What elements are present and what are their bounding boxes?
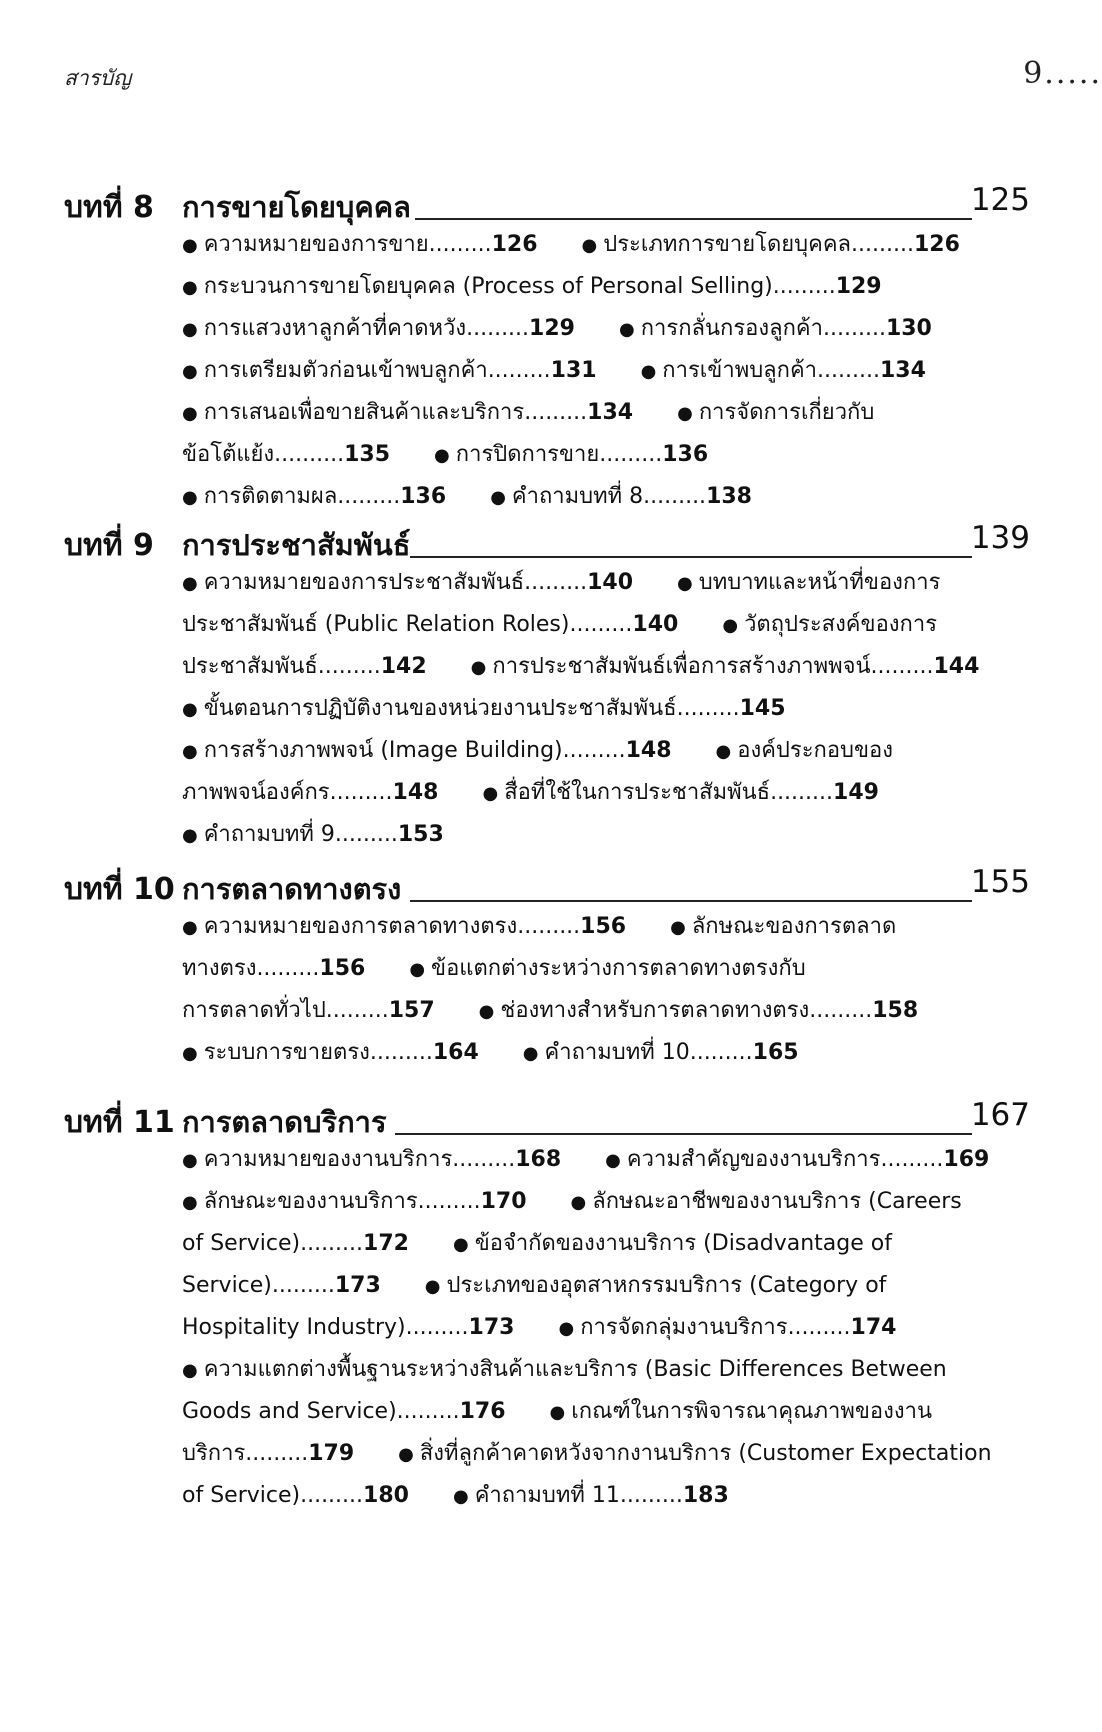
toc-line: [182, 730, 1042, 772]
chapter-page-number: 167: [970, 1097, 1030, 1133]
chapter-title: การขายโดยบุคคล: [182, 190, 411, 224]
toc-line: [182, 1032, 1042, 1074]
bullet-icon: ●: [182, 699, 198, 720]
entry-page-number: 174: [850, 1315, 897, 1340]
entry-page-number: 148: [392, 780, 439, 805]
entry-page-number: 170: [480, 1189, 527, 1214]
toc-line: [182, 1433, 1042, 1475]
entry-page-number: 134: [587, 400, 634, 425]
bullet-icon: ●: [522, 1043, 539, 1064]
bullet-icon: ●: [640, 361, 657, 382]
bullet-icon: ●: [581, 235, 598, 256]
chapter-entries: [182, 562, 1042, 856]
toc-entry[interactable]: [182, 914, 626, 939]
toc-entry[interactable]: [182, 956, 365, 981]
entry-text: กระบวนการขายโดยบุคคล (Process of Personal Selling).........: [203, 274, 836, 299]
entry-text: ความสำคัญของงานบริการ.........: [626, 1147, 944, 1172]
entry-page-number: 134: [879, 358, 926, 383]
bullet-icon: ●: [182, 825, 198, 846]
bullet-icon: ●: [715, 741, 732, 762]
entry-text: ลักษณะของการตลาด: [691, 914, 897, 939]
entry-page-number: 173: [334, 1273, 381, 1298]
toc-line: [182, 1391, 1042, 1433]
entry-page-number: 183: [682, 1483, 729, 1508]
chapter-entries: [182, 1139, 1042, 1517]
entry-text: การสร้างภาพพจน์ (Image Building).........: [203, 738, 626, 763]
toc-entry[interactable]: [558, 1315, 896, 1340]
bullet-icon: ●: [434, 445, 450, 466]
chapter-label: บทที่ 9: [64, 528, 154, 563]
toc-entry[interactable]: [182, 822, 444, 847]
page-number: 9.....: [1023, 56, 1102, 91]
bullet-icon: ●: [677, 573, 693, 594]
bullet-icon: ●: [470, 657, 487, 678]
entry-page-number: 131: [550, 358, 597, 383]
toc-entry[interactable]: [471, 654, 980, 679]
toc-entry[interactable]: [670, 914, 896, 939]
chapter-title: การตลาดบริการ: [182, 1105, 387, 1139]
entry-page-number: 180: [363, 1483, 409, 1508]
toc-line: [182, 604, 1042, 646]
entry-text: ระบบการขายตรง.........: [203, 1040, 433, 1065]
chapter-section: [0, 180, 1102, 509]
entry-page-number: 153: [397, 822, 444, 847]
entry-text: ทางตรง.........: [182, 956, 320, 981]
entry-page-number: 135: [344, 442, 391, 467]
bullet-icon: ●: [670, 917, 686, 938]
toc-entry[interactable]: [182, 274, 882, 299]
bullet-icon: ●: [409, 959, 426, 980]
bullet-icon: ●: [398, 1444, 414, 1465]
entry-text: ข้อจำกัดของงานบริการ (Disadvantage of: [474, 1231, 892, 1256]
bullet-icon: ●: [618, 319, 635, 340]
bullet-icon: ●: [490, 487, 506, 508]
toc-line: [182, 772, 1042, 814]
toc-line: [182, 1307, 1042, 1349]
toc-entry[interactable]: [677, 570, 940, 595]
chapter-heading: [0, 862, 1102, 910]
chapter-heading: [0, 1095, 1102, 1143]
entry-text: คำถามบทที่ 9.........: [203, 822, 398, 847]
chapter-heading: [0, 518, 1102, 566]
toc-line: [182, 224, 1042, 266]
entry-text: การจัดการเกี่ยวกับ: [698, 400, 875, 425]
toc-entry[interactable]: [677, 400, 874, 425]
entry-text: ประเภทการขายโดยบุคคล.........: [603, 232, 914, 257]
bullet-icon: ●: [182, 573, 198, 594]
toc-line: [182, 266, 1042, 308]
toc-entry[interactable]: [490, 484, 752, 509]
entry-text: การจัดกลุ่มงานบริการ.........: [580, 1315, 851, 1340]
toc-entry[interactable]: [453, 1483, 729, 1508]
toc-line: [182, 1265, 1042, 1307]
entry-page-number: 158: [872, 998, 919, 1023]
entry-page-number: 164: [432, 1040, 479, 1065]
entry-text: องค์ประกอบของ: [737, 738, 893, 763]
toc-entry[interactable]: [182, 1147, 561, 1172]
entry-text: ความหมายของการตลาดทางตรง.........: [203, 914, 581, 939]
toc-entry[interactable]: [550, 1399, 932, 1424]
entry-text: ข้อแตกต่างระหว่างการตลาดทางตรงกับ: [431, 956, 806, 981]
chapter-label: บทที่ 8: [64, 190, 154, 225]
entry-text: ความหมายของงานบริการ.........: [203, 1147, 516, 1172]
leader-rule: [410, 556, 972, 558]
entry-text: ขั้นตอนการปฏิบัติงานของหน่วยงานประชาสัมพันธ์.........: [203, 696, 740, 721]
toc-entry[interactable]: [619, 316, 932, 341]
bullet-icon: ●: [182, 1192, 198, 1213]
entry-page-number: 168: [515, 1147, 562, 1172]
entry-text: ข้อโต้แย้ง..........: [182, 442, 345, 467]
toc-entry[interactable]: [182, 484, 446, 509]
chapter-entries: [182, 224, 1042, 518]
entry-page-number: 156: [580, 914, 627, 939]
toc-entry[interactable]: [182, 358, 597, 383]
entry-text: คำถามบทที่ 10.........: [544, 1040, 753, 1065]
chapter-section: [0, 862, 1102, 1065]
toc-entry[interactable]: [182, 1273, 381, 1298]
bullet-icon: ●: [182, 235, 198, 256]
entry-text: การกลั่นกรองลูกค้า.........: [640, 316, 886, 341]
toc-line: [182, 1181, 1042, 1223]
bullet-icon: ●: [182, 319, 198, 340]
toc-line: [182, 434, 1042, 476]
chapter-section: [0, 518, 1102, 847]
entry-page-number: 136: [400, 484, 447, 509]
toc-entry[interactable]: [523, 1040, 799, 1065]
bullet-icon: ●: [182, 403, 198, 424]
toc-line: [182, 814, 1042, 856]
entry-text: of Service).........: [182, 1231, 364, 1256]
toc-entry[interactable]: [182, 1399, 506, 1424]
entry-text: สิ่งที่ลูกค้าคาดหวังจากงานบริการ (Customer Expectation: [419, 1441, 992, 1466]
chapter-page-number: 125: [970, 182, 1030, 218]
entry-page-number: 129: [835, 274, 882, 299]
toc-line: [182, 1139, 1042, 1181]
entry-text: ภาพพจน์องค์กร.........: [182, 780, 393, 805]
bullet-icon: ●: [182, 917, 198, 938]
toc-entry[interactable]: [482, 780, 878, 805]
toc-entry[interactable]: [425, 1273, 887, 1298]
toc-entry[interactable]: [571, 1189, 962, 1214]
toc-entry[interactable]: [182, 1441, 354, 1466]
entry-text: การประชาสัมพันธ์เพื่อการสร้างภาพพจน์.........: [492, 654, 934, 679]
entry-text: บทบาทและหน้าที่ของการ: [698, 570, 941, 595]
bullet-icon: ●: [722, 615, 739, 636]
leader-rule: [410, 900, 972, 902]
entry-text: ความหมายของการขาย.........: [203, 232, 492, 257]
toc-entry[interactable]: [182, 400, 633, 425]
bullet-icon: ●: [182, 277, 198, 298]
entry-text: ลักษณะของงานบริการ.........: [203, 1189, 481, 1214]
entry-text: สื่อที่ใช้ในการประชาสัมพันธ์.........: [504, 780, 834, 805]
toc-line: [182, 646, 1042, 688]
toc-entry[interactable]: [182, 654, 427, 679]
entry-page-number: 144: [933, 654, 980, 679]
bullet-icon: ●: [478, 1001, 495, 1022]
bullet-icon: ●: [570, 1192, 587, 1213]
toc-entry[interactable]: [182, 1040, 479, 1065]
entry-page-number: 179: [308, 1441, 355, 1466]
entry-text: ความหมายของการประชาสัมพันธ์.........: [203, 570, 588, 595]
toc-entry[interactable]: [182, 1231, 409, 1256]
toc-entry[interactable]: [398, 1441, 991, 1466]
entry-text: of Service).........: [182, 1483, 364, 1508]
toc-line: [182, 1223, 1042, 1265]
bullet-icon: ●: [452, 1486, 469, 1507]
bullet-icon: ●: [549, 1402, 566, 1423]
chapter-page-number: 155: [970, 864, 1030, 900]
entry-page-number: 140: [587, 570, 634, 595]
entry-text: ประเภทของอุตสาหกรรมบริการ (Category of: [446, 1273, 887, 1298]
entry-page-number: 140: [632, 612, 679, 637]
entry-text: Goods and Service).........: [182, 1399, 460, 1424]
toc-entry[interactable]: [409, 956, 805, 981]
chapter-title: การประชาสัมพันธ์: [182, 528, 411, 562]
entry-page-number: 148: [625, 738, 672, 763]
toc-entry[interactable]: [182, 612, 678, 637]
toc-entry[interactable]: [716, 738, 893, 763]
entry-page-number: 173: [468, 1315, 515, 1340]
toc-line: [182, 1349, 1042, 1391]
chapter-title: การตลาดทางตรง: [182, 872, 402, 906]
toc-line: [182, 688, 1042, 730]
entry-page-number: 176: [459, 1399, 506, 1424]
entry-page-number: 169: [943, 1147, 990, 1172]
entry-page-number: 165: [752, 1040, 799, 1065]
bullet-icon: ●: [182, 1360, 198, 1381]
entry-page-number: 136: [662, 442, 709, 467]
entry-text: การเสนอเพื่อขายสินค้าและบริการ.........: [203, 400, 588, 425]
entry-text: การเข้าพบลูกค้า.........: [662, 358, 880, 383]
bullet-icon: ●: [182, 741, 198, 762]
toc-entry[interactable]: [182, 998, 435, 1023]
entry-page-number: 145: [739, 696, 786, 721]
entry-page-number: 157: [388, 998, 435, 1023]
leader-rule: [395, 1133, 972, 1135]
entry-text: วัตถุประสงค์ของการ: [744, 612, 938, 637]
bullet-icon: ●: [677, 403, 693, 424]
bullet-icon: ●: [424, 1276, 441, 1297]
toc-entry[interactable]: [722, 612, 937, 637]
entry-page-number: 156: [319, 956, 366, 981]
toc-entry[interactable]: [453, 1231, 892, 1256]
entry-text: การแสวงหาลูกค้าที่คาดหวัง.........: [203, 316, 530, 341]
entry-page-number: 142: [380, 654, 427, 679]
bullet-icon: ●: [182, 1043, 198, 1064]
toc-entry[interactable]: [182, 738, 672, 763]
entry-page-number: 138: [706, 484, 752, 509]
entry-text: คำถามบทที่ 11.........: [474, 1483, 683, 1508]
toc-entry[interactable]: [182, 780, 438, 805]
entry-text: การตลาดทั่วไป.........: [182, 998, 389, 1023]
chapter-heading: [0, 180, 1102, 228]
toc-entry[interactable]: [182, 316, 575, 341]
entry-page-number: 172: [363, 1231, 409, 1256]
entry-text: ประชาสัมพันธ์.........: [182, 654, 381, 679]
toc-entry[interactable]: [605, 1147, 989, 1172]
toc-line: [182, 1475, 1042, 1517]
toc-line: [182, 948, 1042, 990]
entry-page-number: 129: [529, 316, 575, 341]
entry-text: ลักษณะอาชีพของงานบริการ (Careers: [592, 1189, 962, 1214]
toc-entry[interactable]: [182, 232, 538, 257]
running-head: สารบัญ: [64, 66, 132, 90]
bullet-icon: ●: [182, 361, 198, 382]
leader-rule: [415, 218, 972, 220]
entry-text: บริการ.........: [182, 1441, 309, 1466]
chapter-section: [0, 1095, 1102, 1508]
toc-line: [182, 906, 1042, 948]
toc-entry[interactable]: [641, 358, 926, 383]
toc-entry[interactable]: [182, 442, 390, 467]
toc-line: [182, 392, 1042, 434]
toc-entry[interactable]: [182, 1357, 947, 1382]
bullet-icon: ●: [182, 1150, 198, 1171]
bullet-icon: ●: [182, 487, 198, 508]
toc-entry[interactable]: [434, 442, 708, 467]
toc-entry[interactable]: [182, 570, 633, 595]
toc-entry[interactable]: [479, 998, 919, 1023]
bullet-icon: ●: [605, 1150, 621, 1171]
entry-text: Hospitality Industry).........: [182, 1315, 469, 1340]
entry-text: คำถามบทที่ 8.........: [511, 484, 707, 509]
chapter-page-number: 139: [970, 520, 1030, 556]
entry-page-number: 126: [913, 232, 960, 257]
toc-entry[interactable]: [582, 232, 960, 257]
toc-entry[interactable]: [182, 696, 786, 721]
toc-line: [182, 990, 1042, 1032]
entry-text: การปิดการขาย.........: [455, 442, 663, 467]
toc-entry[interactable]: [182, 1189, 527, 1214]
entry-text: ช่องทางสำหรับการตลาดทางตรง.........: [500, 998, 873, 1023]
toc-line: [182, 308, 1042, 350]
entry-text: Service).........: [182, 1273, 335, 1298]
entry-text: ประชาสัมพันธ์ (Public Relation Roles).........: [182, 612, 633, 637]
entry-page-number: 149: [833, 780, 879, 805]
bullet-icon: ●: [558, 1318, 575, 1339]
entry-text: เกณฑ์ในการพิจารณาคุณภาพของงาน: [571, 1399, 932, 1424]
toc-entry[interactable]: [182, 1483, 409, 1508]
entry-text: ความแตกต่างพื้นฐานระหว่างสินค้าและบริการ (Basic Differences Between: [203, 1357, 947, 1382]
toc-line: [182, 562, 1042, 604]
entry-page-number: 126: [491, 232, 538, 257]
bullet-icon: ●: [482, 783, 499, 804]
bullet-icon: ●: [452, 1234, 469, 1255]
chapter-label: บทที่ 10: [64, 872, 175, 907]
chapter-entries: [182, 906, 1042, 1074]
chapter-label: บทที่ 11: [64, 1105, 175, 1140]
entry-page-number: 130: [885, 316, 932, 341]
toc-line: [182, 350, 1042, 392]
toc-entry[interactable]: [182, 1315, 514, 1340]
entry-text: การติดตามผล.........: [203, 484, 401, 509]
entry-text: การเตรียมตัวก่อนเข้าพบลูกค้า.........: [203, 358, 551, 383]
toc-line: [182, 476, 1042, 518]
